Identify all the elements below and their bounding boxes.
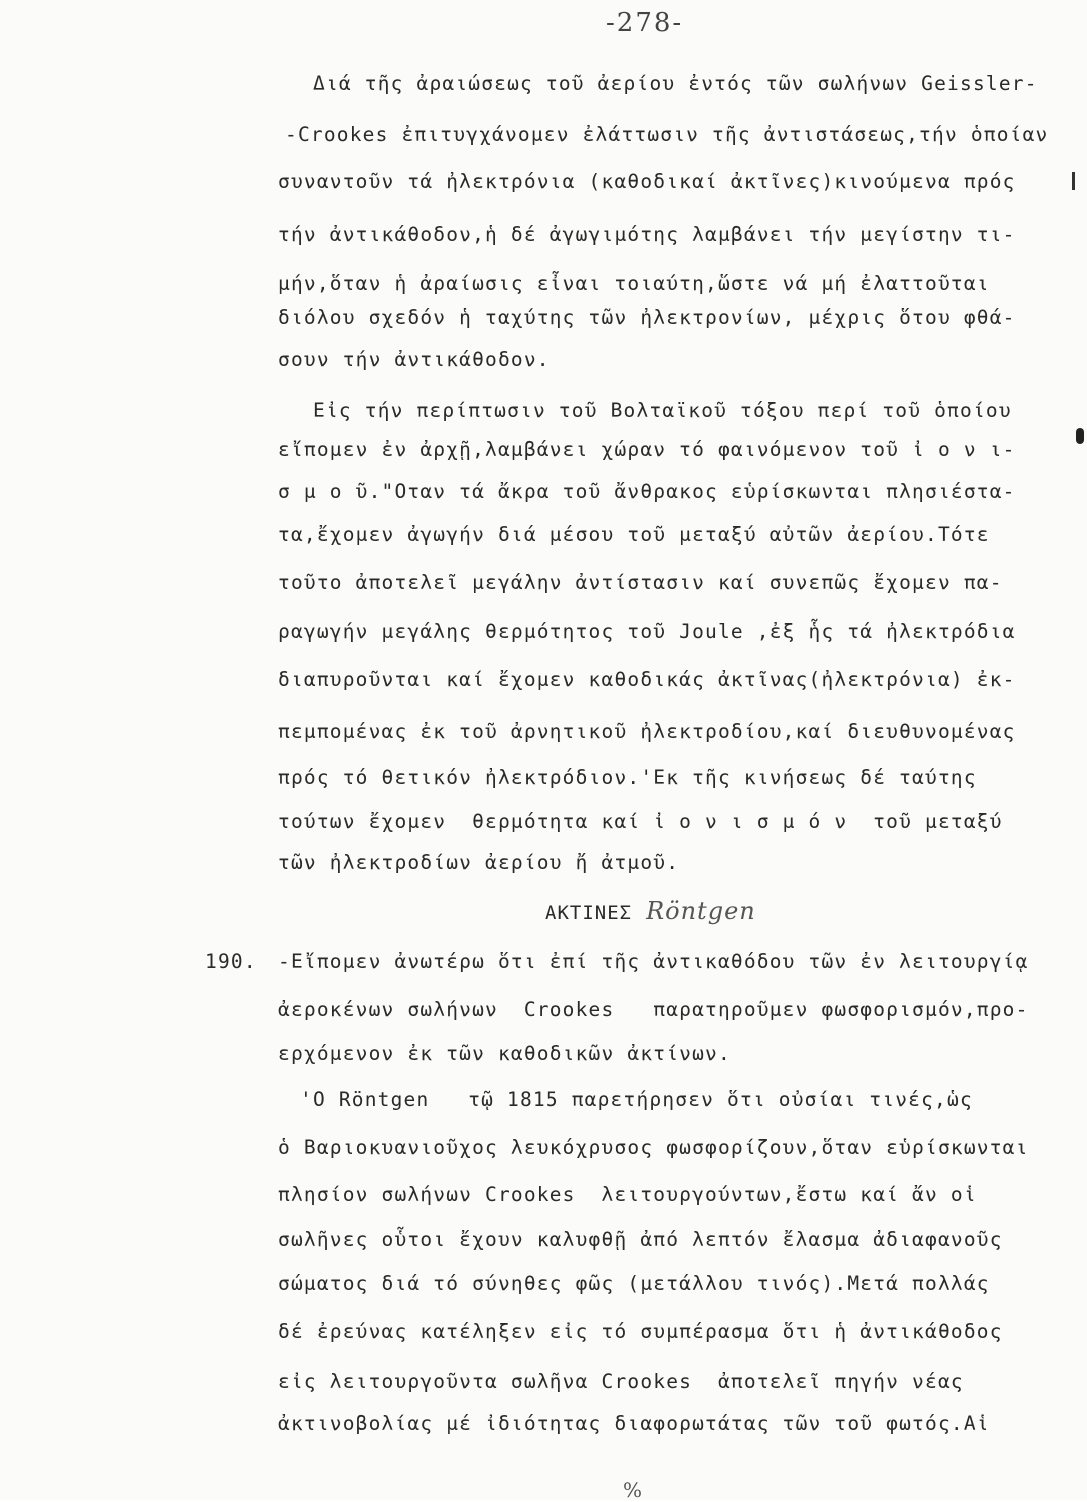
text-line: -Crookes ἐπιτυγχάνομεν ἐλάττωσιν τῆς ἀντιστάσεως,τήν ὁποίαν bbox=[285, 123, 1049, 146]
margin-mark bbox=[1072, 172, 1075, 190]
text-line: 'Ο Röntgen τῷ 1815 παρετήρησεν ὅτι οὐσίαι τινές,ὡς bbox=[300, 1088, 973, 1111]
text-line: Διά τῆς ἀραιώσεως τοῦ ἀερίου ἐντός τῶν σωλήνων Geissler- bbox=[313, 72, 1038, 95]
section-heading bbox=[545, 897, 756, 925]
text-line: ὁ Βαριοκυανιοῦχος λευκόχρυσος φωσφορίζουν,ὅταν εὑρίσκωνται bbox=[278, 1136, 1029, 1159]
text-line: εἴπομεν ἐν ἀρχῇ,λαμβάνει χώραν τό φαινόμενον τοῦ ἰ ο ν ι- bbox=[278, 438, 1016, 461]
text-line: σ μ ο ῦ."Οταν τά ἄκρα τοῦ ἄνθρακος εὑρίσκωνται πλησιέστα- bbox=[278, 480, 1016, 503]
section-number: 190. bbox=[205, 950, 257, 973]
text-line: σωλῆνες οὗτοι ἔχουν καλυφθῇ ἀπό λεπτόν ἔλασμα ἀδιαφανοῦς bbox=[278, 1228, 1003, 1251]
text-line: εἰς λειτουργοῦντα σωλῆνα Crookes ἀποτελεῖ πηγήν νέας bbox=[278, 1370, 964, 1393]
margin-dot bbox=[1076, 428, 1084, 444]
text-line: ἀεροκένων σωλήνων Crookes παρατηροῦμεν φωσφορισμόν,προ- bbox=[278, 998, 1029, 1021]
heading-label: ΑΚΤΙΝΕΣ bbox=[545, 902, 633, 924]
text-line: δέ ἐρεύνας κατέληξεν εἰς τό συμπέρασμα ὅτι ἡ ἀντικάθοδος bbox=[278, 1320, 1003, 1343]
text-line: -Εἴπομεν ἀνωτέρω ὅτι ἐπί τῆς ἀντικαθόδου τῶν ἐν λειτουργίᾳ bbox=[278, 950, 1029, 973]
text-line: συναντοῦν τά ἠλεκτρόνια (καθοδικαί ἀκτῖνες)κινούμενα πρός bbox=[278, 170, 1016, 193]
text-line: πεμπομένας ἐκ τοῦ ἀρνητικοῦ ἠλεκτροδίου,καί διευθυνομένας bbox=[278, 720, 1016, 743]
text-line: τήν ἀντικάθοδον,ἡ δέ ἀγωγιμότης λαμβάνει τήν μεγίστην τι- bbox=[278, 223, 1016, 246]
text-line: σώματος διά τό σύνηθες φῶς (μετάλλου τινός).Μετά πολλάς bbox=[278, 1272, 990, 1295]
text-line: πλησίον σωλήνων Crookes λειτουργούντων,ἔστω καί ἄν οἱ bbox=[278, 1183, 977, 1206]
heading-name: Röntgen bbox=[646, 897, 756, 925]
text-line: τούτων ἔχομεν θερμότητα καί ἰ ο ν ι σ μ ό ν τοῦ μεταξύ bbox=[278, 810, 1003, 833]
text-line: τῶν ἠλεκτροδίων ἀερίου ἤ ἀτμοῦ. bbox=[278, 851, 680, 874]
footer-mark: % bbox=[623, 1478, 643, 1502]
page-number: -278- bbox=[606, 8, 684, 38]
text-line: ραγωγήν μεγάλης θερμότητος τοῦ Joule ,ἐξ ἧς τά ἠλεκτρόδια bbox=[278, 620, 1016, 643]
text-line: πρός τό θετικόν ἠλεκτρόδιον.'Εκ τῆς κινήσεως δέ ταύτης bbox=[278, 766, 977, 789]
text-line: ἀκτινοβολίας μέ ἰδιότητας διαφορωτάτας τῶν τοῦ φωτός.Αἱ bbox=[278, 1412, 990, 1435]
text-line: μήν,ὅταν ἡ ἀραίωσις εἶναι τοιαύτη,ὥστε νά μή ἐλαττοῦται bbox=[278, 272, 990, 295]
text-line: διόλου σχεδόν ἡ ταχύτης τῶν ἠλεκτρονίων, μέχρις ὅτου φθά- bbox=[278, 306, 1016, 329]
text-line: τα,ἔχομεν ἀγωγήν διά μέσου τοῦ μεταξύ αὐτῶν ἀερίου.Τότε bbox=[278, 523, 990, 546]
text-line: τοῦτο ἀποτελεῖ μεγάλην ἀντίστασιν καί συνεπῶς ἔχομεν πα- bbox=[278, 571, 1003, 594]
text-line: ερχόμενον ἐκ τῶν καθοδικῶν ἀκτίνων. bbox=[278, 1042, 731, 1065]
text-line: σουν τήν ἀντικάθοδον. bbox=[278, 348, 550, 371]
text-line: διαπυροῦνται καί ἔχομεν καθοδικάς ἀκτῖνας(ἠλεκτρόνια) ἐκ- bbox=[278, 668, 1016, 691]
text-line: Εἰς τήν περίπτωσιν τοῦ Βολταϊκοῦ τόξου περί τοῦ ὁποίου bbox=[313, 399, 1012, 422]
